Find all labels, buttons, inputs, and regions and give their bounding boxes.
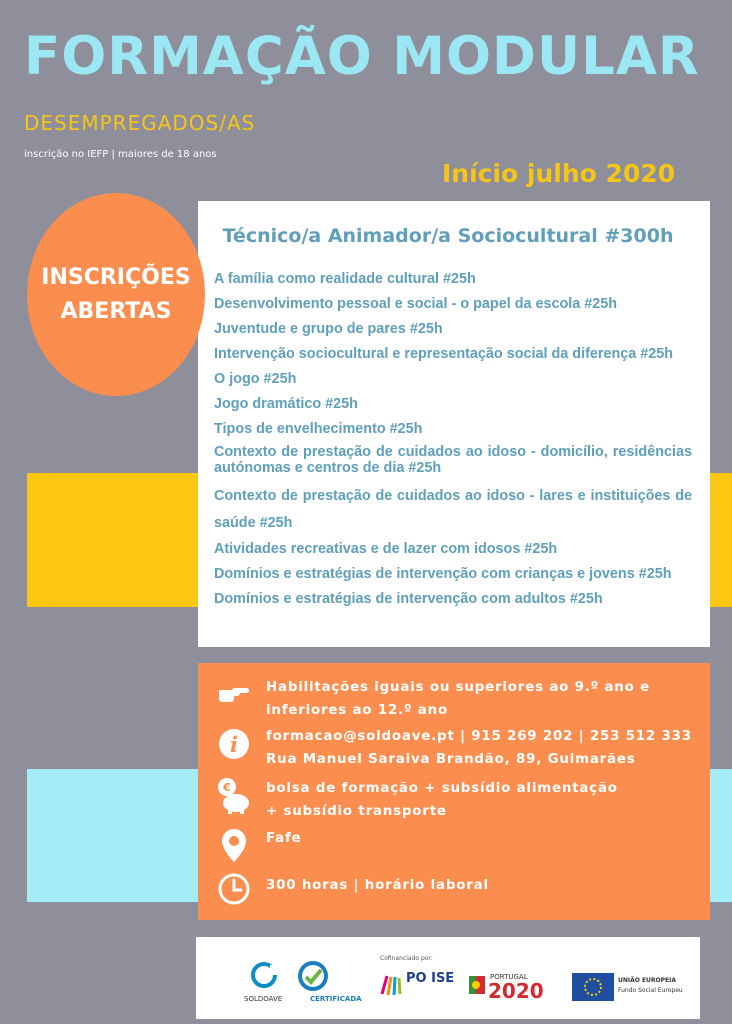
module-item: Domínios e estratégias de intervenção com crianças e jovens #25h xyxy=(214,566,672,582)
certification-logo-icon xyxy=(296,959,330,993)
requirements-line-1: Habilitações iguais ou superiores ao 9.º ano e xyxy=(266,680,650,695)
module-item: O jogo #25h xyxy=(214,371,297,387)
info-card xyxy=(198,663,710,920)
start-date: Início julho 2020 xyxy=(442,159,676,188)
module-item: Atividades recreativas e de lazer com idosos #25h xyxy=(214,541,558,557)
module-list xyxy=(214,271,692,616)
soldoave-logo-icon xyxy=(246,961,282,995)
module-item: Jogo dramático #25h xyxy=(214,396,358,412)
badge-line-2: ABERTAS xyxy=(60,298,172,324)
clock-icon xyxy=(216,871,252,907)
module-item: Domínios e estratégias de intervenção com adultos #25h xyxy=(214,591,603,607)
cofinanced-label: Cofinanciado por: xyxy=(380,955,433,962)
portugal-logo-label: PORTUGAL xyxy=(490,973,528,981)
module-item: Contexto de prestação de cuidados ao idoso - domicílio, residências autónomas e centros de dia #25h xyxy=(214,444,692,476)
svg-text:€: € xyxy=(223,781,231,794)
poise-logo-icon xyxy=(379,972,403,998)
portugal-logo-year: 2020 xyxy=(488,979,544,1003)
eu-flag-icon xyxy=(572,973,614,1001)
registration-badge xyxy=(27,193,205,396)
badge-line-1: INSCRIÇÕES xyxy=(41,264,191,290)
module-item: Desenvolvimento pessoal e social - o papel da escola #25h xyxy=(214,296,618,312)
course-card xyxy=(198,201,710,647)
benefits-line-1: bolsa de formação + subsídio alimentação xyxy=(266,781,618,796)
poise-logo-text: PO ISE xyxy=(406,971,455,986)
logo-strip xyxy=(196,937,700,1019)
contact-line-1: formacao@soldoave.pt | 915 269 202 | 253 512 333 xyxy=(266,729,692,744)
benefits-line-2: + subsídio transporte xyxy=(266,804,447,819)
module-item: A família como realidade cultural #25h xyxy=(214,271,476,287)
module-item: Tipos de envelhecimento #25h xyxy=(214,421,423,437)
map-pin-icon xyxy=(216,826,252,864)
hours-text: 300 horas | horário laboral xyxy=(266,878,489,893)
eu-logo-label: UNIÃO EUROPEIA xyxy=(618,977,677,984)
audience-subtitle: DESEMPREGADOS/AS xyxy=(24,111,256,135)
portugal-2020-logo-icon xyxy=(467,974,487,996)
module-item: Intervenção sociocultural e representação social da diferença #25h xyxy=(214,346,674,362)
location-text: Fafe xyxy=(266,831,302,846)
svg-text:i: i xyxy=(230,732,238,757)
fse-logo-label: Fundo Social Europeu xyxy=(618,987,683,994)
euro-piggy-bank-icon xyxy=(216,776,252,816)
course-title: Técnico/a Animador/a Sociocultural #300h xyxy=(222,225,674,247)
certification-logo-text: CERTIFICADA xyxy=(310,995,362,1003)
module-item: Contexto de prestação de cuidados ao idoso - lares e instituições de saúde #25h xyxy=(214,488,692,531)
requirements-line-2: inferiores ao 12.º ano xyxy=(266,703,448,718)
contact-line-2: Rua Manuel Saraiva Brandão, 89, Guimarães xyxy=(266,752,636,767)
page-title: FORMAÇÃO MODULAR xyxy=(24,26,700,87)
info-icon xyxy=(216,726,252,762)
soldoave-logo-text: SOLDOAVE xyxy=(244,995,283,1003)
enrollment-note: inscrição no IEFP | maiores de 18 anos xyxy=(24,149,217,160)
module-item: Juventude e grupo de pares #25h xyxy=(214,321,443,337)
pointing-hand-icon xyxy=(216,675,252,711)
